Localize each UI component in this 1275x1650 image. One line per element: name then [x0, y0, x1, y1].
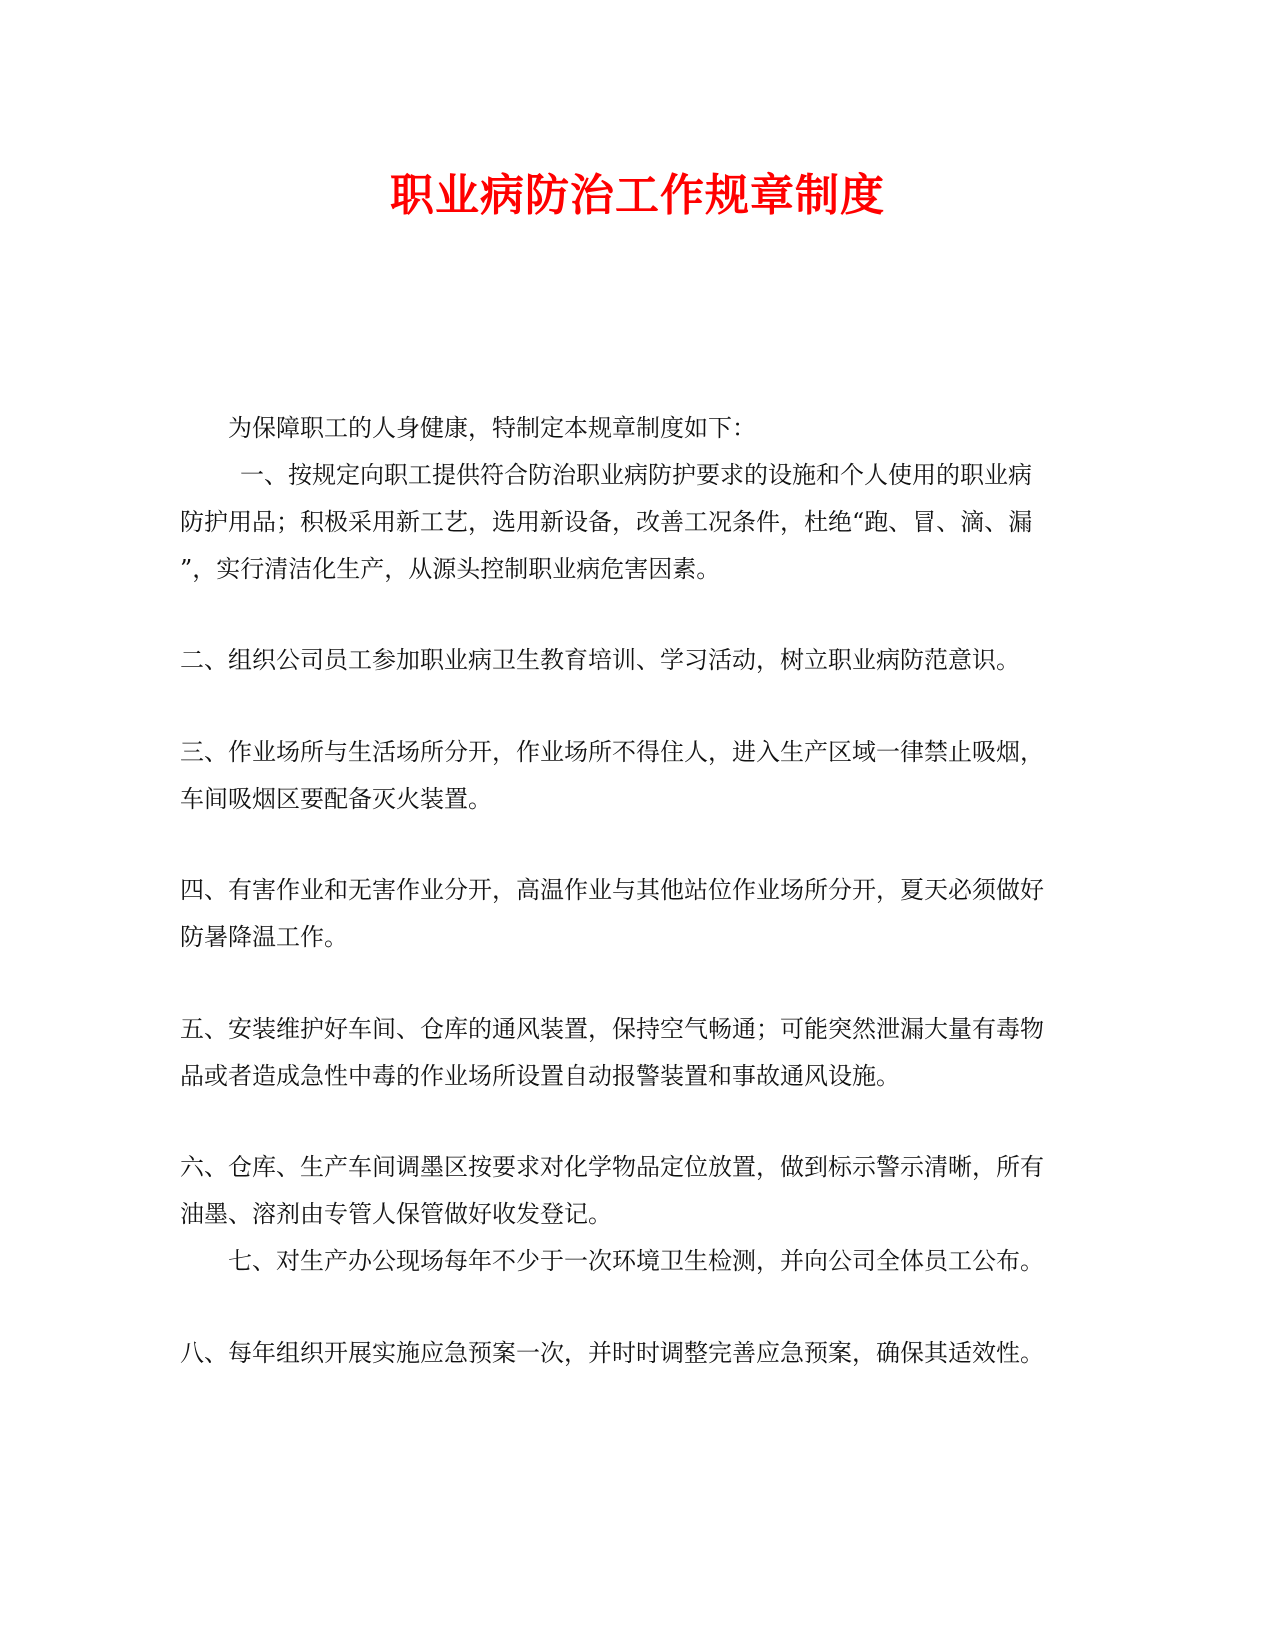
item1-line1: 一、按规定向职工提供符合防治职业病防护要求的设施和个人使用的职业病 — [240, 461, 1032, 489]
item6-line2: 油墨、溶剂由专管人保管做好收发登记。 — [180, 1200, 612, 1228]
item5-line1: 五、安装维护好车间、仓库的通风装置，保持空气畅通；可能突然泄漏大量有毒物 — [180, 1015, 1044, 1043]
item5-line2: 品或者造成急性中毒的作业场所设置自动报警装置和事故通风设施。 — [180, 1062, 900, 1090]
item6-line1: 六、仓库、生产车间调墨区按要求对化学物品定位放置，做到标示警示清晰，所有 — [180, 1153, 1044, 1181]
item3-line1: 三、作业场所与生活场所分开，作业场所不得住人，进入生产区域一律禁止吸烟， — [180, 738, 1044, 766]
item8-line1: 八、每年组织开展实施应急预案一次，并时时调整完善应急预案，确保其适效性。 — [180, 1339, 1044, 1367]
document-title: 职业病防治工作规章制度 — [390, 170, 885, 221]
item4-line1: 四、有害作业和无害作业分开，高温作业与其他站位作业场所分开，夏天必须做好 — [180, 876, 1044, 904]
item2-line1: 二、组织公司员工参加职业病卫生教育培训、学习活动，树立职业病防范意识。 — [180, 646, 1020, 674]
item4-line2: 防暑降温工作。 — [180, 923, 348, 951]
item1-line3: ”，实行清洁化生产，从源头控制职业病危害因素。 — [180, 555, 721, 583]
item3-line2: 车间吸烟区要配备灭火装置。 — [180, 785, 492, 813]
intro-line: 为保障职工的人身健康，特制定本规章制度如下： — [228, 414, 756, 442]
item1-line2: 防护用品；积极采用新工艺，选用新设备，改善工况条件，杜绝“跑、冒、滴、漏 — [180, 508, 1033, 536]
item7-line1: 七、对生产办公现场每年不少于一次环境卫生检测，并向公司全体员工公布。 — [228, 1247, 1044, 1275]
